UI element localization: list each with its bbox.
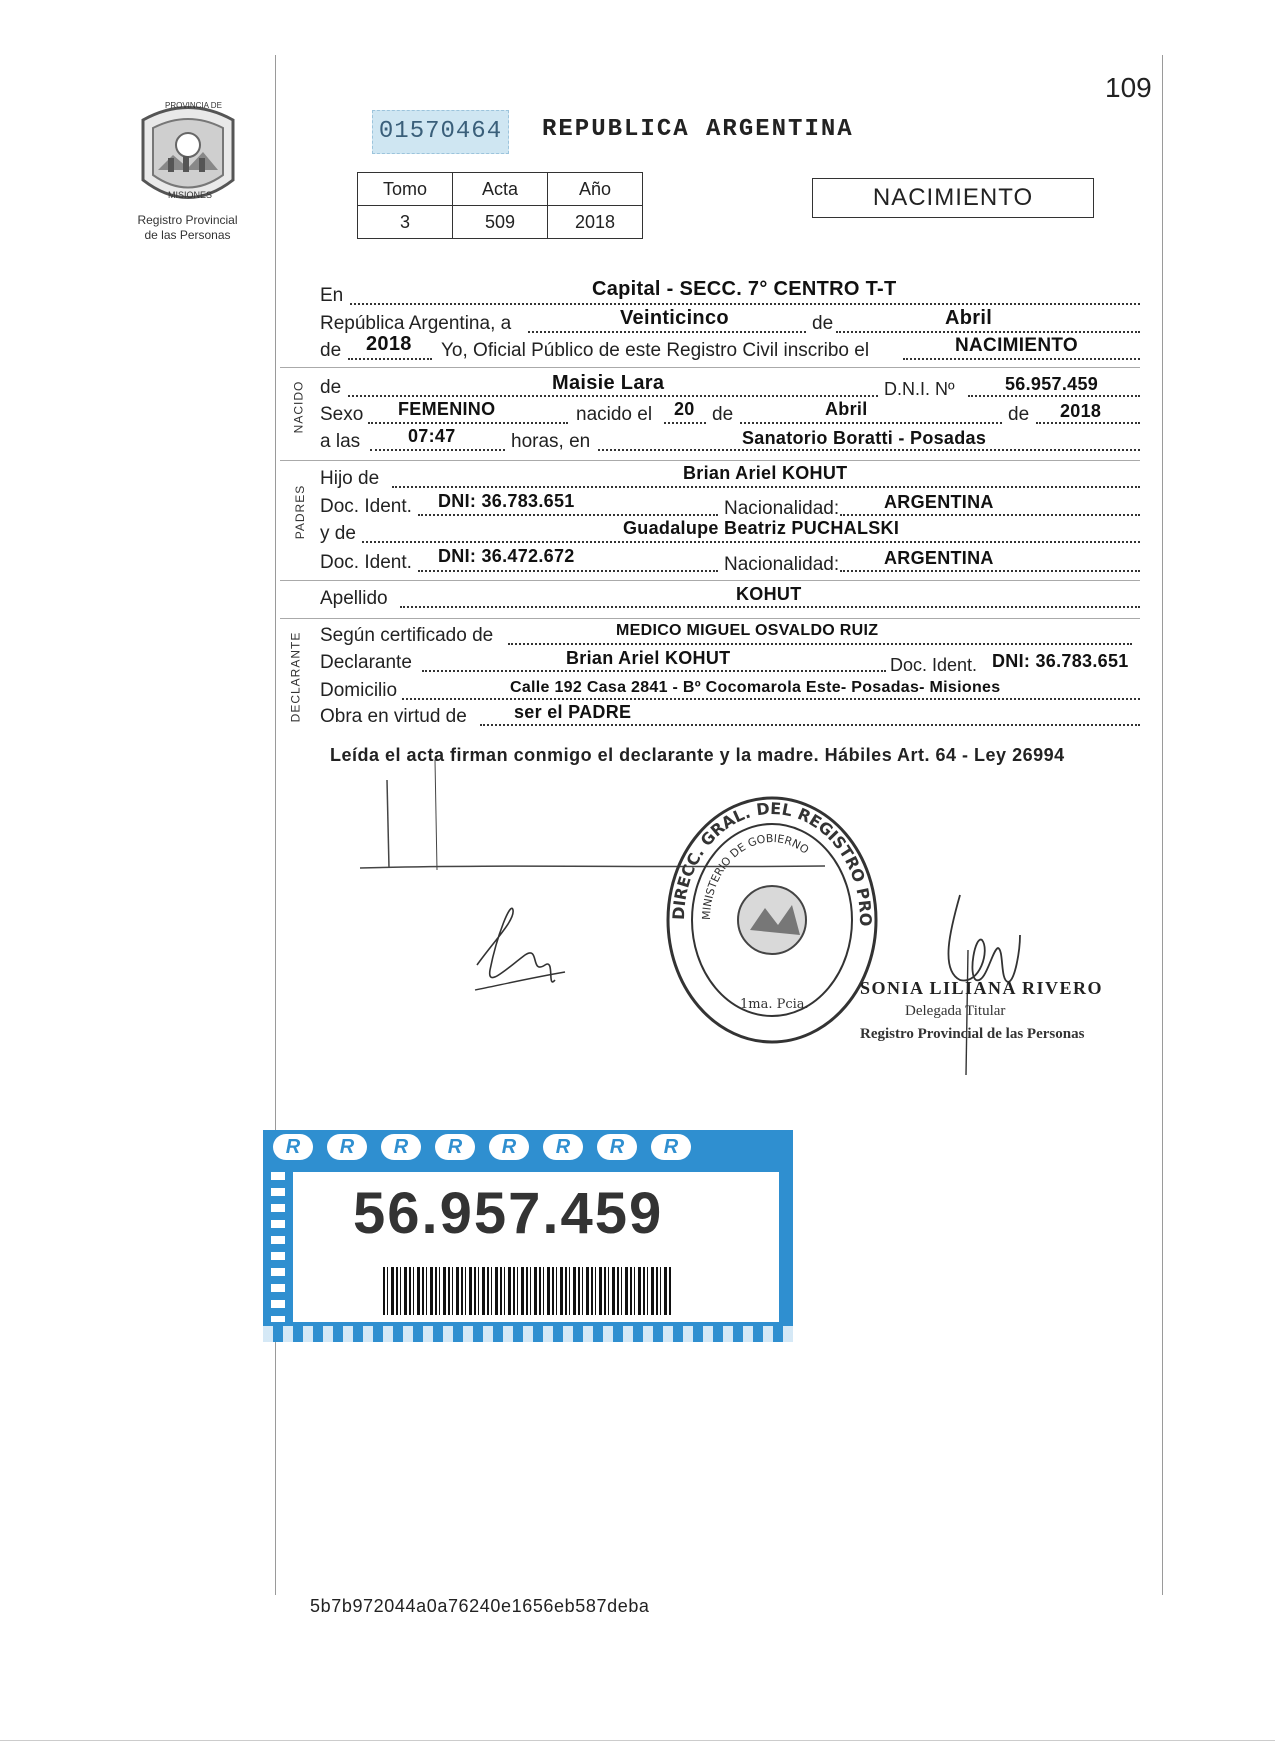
official-seal (660, 790, 885, 1050)
registration-year: 2018 (366, 333, 412, 355)
declarant-address: Calle 192 Casa 2841 - Bº Cocomarola Este- Posadas- Misiones (510, 679, 1001, 696)
registry-tomo-value: 3 (358, 206, 453, 239)
register-dotline-act (903, 358, 1140, 360)
mother-dotline (362, 541, 1140, 543)
logo-caption-line2: de las Personas (144, 228, 231, 242)
surname-label: Apellido (320, 588, 388, 609)
birth-de-label-2: de (1008, 404, 1030, 425)
sticker-pattern-row (263, 1134, 793, 1164)
registry-anio-value: 2018 (548, 206, 643, 239)
date-label-2: de (812, 313, 834, 334)
section-label-nacido: NACIDO (291, 380, 306, 434)
section-label-declarante: DECLARANTE (288, 631, 303, 723)
place-label: En (320, 285, 344, 306)
father-doc-label: Doc. Ident. (320, 496, 412, 517)
sticker-dni-number: 56.957.459 (353, 1181, 664, 1246)
address-label: Domicilio (320, 680, 398, 701)
obra-dotline (480, 724, 1140, 726)
page-number: 109 (1105, 72, 1152, 103)
official-office: Registro Provincial de las Personas (860, 1026, 1085, 1042)
sticker-pattern-letter: R (597, 1134, 637, 1160)
hours-label: horas, en (511, 431, 591, 452)
seal-outer-text: DIRECC. GRAL. DEL REGISTRO PRO (668, 798, 876, 926)
sex-label: Sexo (320, 404, 364, 425)
logo-caption-line1: Registro Provincial (137, 213, 238, 227)
declarant-doc-label: Doc. Ident. (890, 655, 978, 675)
mother-nat-label: Nacionalidad: (724, 554, 840, 575)
sticker-barcode (383, 1267, 673, 1315)
right-margin-line (1162, 55, 1163, 1595)
certificate-doctor: MEDICO MIGUEL OSVALDO RUIZ (616, 622, 879, 639)
official-role: Delegada Titular (905, 1003, 1006, 1019)
document-type-box: NACIMIENTO (812, 178, 1094, 218)
declarant-name: Brian Ariel KOHUT (566, 648, 731, 668)
child-name: Maisie Lara (552, 372, 665, 394)
registry-header-cell: Acta (453, 173, 548, 206)
surname-dotline (400, 606, 1140, 608)
sticker-white-panel (293, 1172, 779, 1322)
registry-header-cell: Año (548, 173, 643, 206)
birth-time: 07:47 (408, 426, 456, 446)
birth-day-dotline (664, 422, 706, 424)
sticker-pattern-letter: R (327, 1134, 367, 1160)
declarant-label: Declarante (320, 652, 412, 673)
birth-year: 2018 (1060, 401, 1102, 421)
certificate-label: Según certificado de (320, 625, 494, 646)
registration-month: Abril (945, 307, 993, 329)
register-label-2: Yo, Oficial Público de este Registro Civil inscribo el (441, 340, 870, 361)
time-dotline (370, 449, 505, 451)
logo-caption (115, 213, 260, 243)
document-title: REPUBLICA ARGENTINA (542, 116, 854, 143)
closing-text: Leída el acta firman conmigo el declarante y la madre. Hábiles Art. 64 - Ley 26994 (330, 745, 1065, 765)
sex-dotline (368, 422, 568, 424)
sticker-side-pattern (271, 1172, 285, 1322)
child-dni-dotline (968, 395, 1140, 397)
mother-doc-label: Doc. Ident. (320, 552, 412, 573)
birth-year-dotline (1036, 422, 1140, 424)
section-label-padres: PADRES (293, 484, 308, 540)
sticker-pattern-letter: R (651, 1134, 691, 1160)
seal-inner-text: MINISTERIO DE GOBIERNO (699, 831, 812, 921)
father-doc-dotline (418, 514, 718, 516)
address-dotline (402, 698, 1140, 700)
logo-ring-top: PROVINCIA DE (165, 101, 222, 110)
section-divider (280, 367, 1140, 368)
born-label: nacido el (576, 404, 653, 425)
province-logo (133, 100, 243, 210)
mother-nationality: ARGENTINA (884, 548, 994, 568)
father-dotline (392, 486, 1140, 488)
sticker-pattern-letter: R (489, 1134, 529, 1160)
sticker-pattern-letter: R (381, 1134, 421, 1160)
declarant-doc: DNI: 36.783.651 (992, 651, 1129, 671)
section-divider (280, 460, 1140, 461)
registry-acta-value: 509 (453, 206, 548, 239)
registry-table (357, 172, 643, 239)
declarant-dotline (422, 670, 886, 672)
child-dni: 56.957.459 (1005, 374, 1099, 394)
official-name: SONIA LILIANA RIVERO (860, 978, 1104, 998)
birth-place: Sanatorio Boratti - Posadas (742, 428, 987, 448)
date-label-1: República Argentina, a (320, 313, 512, 334)
obra-label: Obra en virtud de (320, 706, 467, 727)
birth-place-dotline (598, 449, 1140, 451)
sticker-pattern-letter: R (435, 1134, 475, 1160)
seal-bottom-text: 1ma. Pcia. (740, 997, 809, 1012)
registration-day: Veinticinco (620, 307, 729, 329)
bottom-edge-line (0, 1740, 1275, 1741)
left-margin-line (275, 55, 276, 1595)
date-dotline-month (836, 331, 1140, 333)
father-nationality: ARGENTINA (884, 492, 994, 512)
sticker-pattern-letter: R (273, 1134, 313, 1160)
register-dotline-year (348, 358, 432, 360)
child-sex: FEMENINO (398, 399, 496, 419)
father-label: Hijo de (320, 468, 380, 489)
mother-label: y de (320, 523, 356, 544)
declarant-relationship: ser el PADRE (514, 702, 632, 722)
sticker-bottom-pattern (263, 1326, 793, 1342)
section-divider (280, 618, 1140, 619)
mother-doc: DNI: 36.472.672 (438, 546, 575, 566)
document-hash: 5b7b972044a0a76240e1656eb587deba (310, 1596, 650, 1616)
registry-header-cell: Tomo (358, 173, 453, 206)
father-nat-dotline (840, 514, 1140, 516)
father-name: Brian Ariel KOHUT (683, 463, 848, 483)
date-dotline-day (528, 331, 806, 333)
surname: KOHUT (736, 584, 802, 604)
serial-number-stamp: 01570464 (372, 110, 509, 154)
birth-month-dotline (740, 422, 1002, 424)
father-doc: DNI: 36.783.651 (438, 491, 575, 511)
mother-doc-dotline (418, 570, 718, 572)
sticker-pattern-letter: R (543, 1134, 583, 1160)
certificate-dotline (508, 643, 1132, 645)
section-divider (280, 580, 1140, 581)
birth-day: 20 (674, 399, 695, 419)
child-name-dotline (348, 395, 878, 397)
registry-table-values (358, 206, 643, 239)
place-value: Capital - SECC. 7° CENTRO T-T (592, 278, 897, 300)
birth-de-label: de (712, 404, 734, 425)
registered-act: NACIMIENTO (955, 335, 1078, 356)
father-nat-label: Nacionalidad: (724, 498, 840, 519)
logo-ring-bottom: MISIONES (168, 190, 213, 200)
child-name-label: de (320, 377, 342, 398)
id-sticker (263, 1130, 793, 1342)
register-label-1: de (320, 340, 342, 361)
child-dni-label: D.N.I. Nº (884, 379, 955, 399)
time-label: a las (320, 431, 361, 452)
birth-month: Abril (825, 399, 868, 419)
registry-table-header (358, 173, 643, 206)
mother-nat-dotline (840, 570, 1140, 572)
mother-name: Guadalupe Beatriz PUCHALSKI (623, 518, 900, 538)
place-dotline (350, 303, 1140, 305)
